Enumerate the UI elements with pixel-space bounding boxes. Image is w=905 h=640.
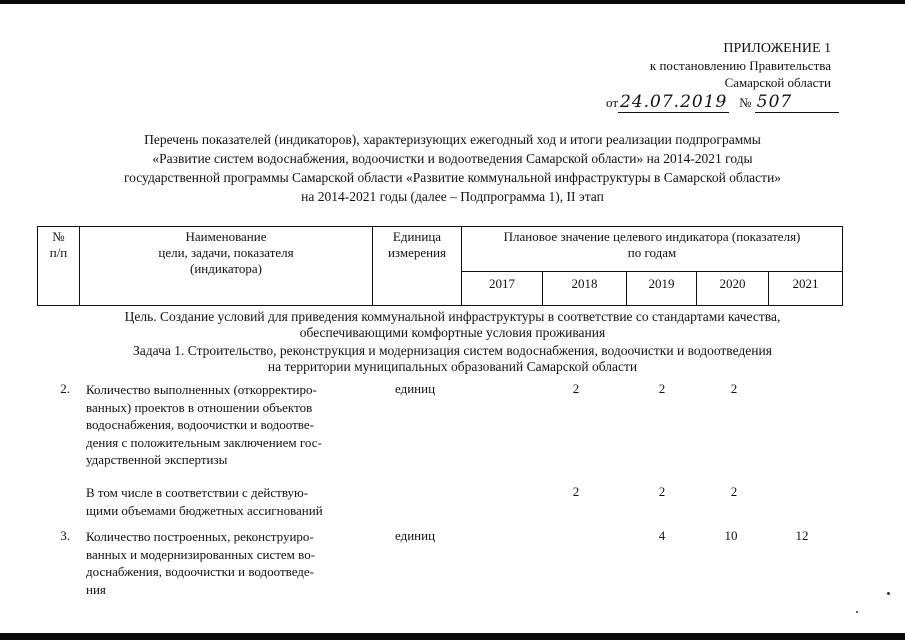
goal-line-1: Цель. Создание условий для приведения коммунальной инфраструктуры в соответствие со стандартами качества, (124, 309, 781, 324)
year-2017-header: 2017 (462, 272, 543, 306)
bottom-border (0, 633, 905, 640)
value-2019: 4 (658, 528, 666, 543)
handwritten-number: 507 (756, 92, 793, 112)
unit-label-2: измерения (387, 245, 447, 260)
col-name-header (80, 227, 373, 306)
heading-line-3: государственной программы Самарской области «Развитие коммунальной инфраструктуры в Самарской области» (123, 170, 782, 185)
row-unit: единиц (395, 528, 436, 543)
task-text (40, 343, 865, 375)
year-2021-header: 2021 (769, 272, 843, 306)
value-2021: 12 (795, 528, 809, 543)
resolution-date-number (606, 92, 839, 113)
row-text-line: В том числе в соответствии с действую- (86, 485, 309, 500)
row-text-line: ния (86, 581, 106, 597)
heading-line-1: Перечень показателей (индикаторов), характеризующих ежегодный ход и итоги реализации подпрограммы (144, 132, 761, 147)
year-2019-header: 2019 (627, 272, 697, 306)
row-number: 3. (60, 528, 70, 543)
row-text-line: дения с положительным заключением гос- (86, 434, 322, 450)
year-2018-header: 2018 (543, 272, 627, 306)
value-2019: 2 (658, 381, 666, 396)
heading-line-2: «Развитие систем водоснабжения, водоочистки и водоотведения Самарской области» на 2014-2021 годы (152, 151, 753, 166)
col-unit-header (373, 227, 462, 306)
row-unit: единиц (395, 381, 436, 396)
row-description (86, 381, 366, 469)
unit-label-1: Единица (392, 229, 442, 244)
task-line-2: на территории муниципальных образований Самарской области (267, 359, 638, 374)
value-2018: 2 (572, 484, 580, 499)
name-label-2: цели, задачи, показателя (158, 245, 294, 260)
date-prefix: от (606, 95, 619, 110)
heading-line-4: на 2014-2021 годы (далее – Подпрограмма 1), II этап (301, 189, 604, 204)
appendix-line-2: Самарской области (724, 75, 831, 90)
value-2018: 2 (572, 381, 580, 396)
year-2020-header: 2020 (697, 272, 769, 306)
value-2020: 10 (724, 528, 738, 543)
col-num-header (38, 227, 80, 306)
appendix-title: ПРИЛОЖЕНИЕ 1 (723, 41, 831, 56)
scan-speck (856, 611, 858, 613)
scan-speck (887, 592, 890, 595)
row-text-line: доснабжения, водоочистки и водоотведе- (86, 564, 315, 579)
row-text-line: Количество выполненных (откорректиро- (86, 382, 317, 397)
appendix-line-1: к постановлению Правительства (649, 58, 831, 73)
row-description (86, 484, 366, 519)
value-2019: 2 (658, 484, 666, 499)
name-label-3: (индикатора) (190, 261, 262, 276)
row-text-line: ванных и модернизированных систем во- (86, 546, 316, 562)
row-text-line: водоснабжения, водоочистки и водоотве- (86, 417, 314, 432)
name-label-1: Наименование (185, 229, 267, 244)
goal-text (40, 309, 865, 341)
col-plan-header (462, 227, 843, 272)
row-number: 2. (60, 381, 70, 396)
appendix-block (591, 40, 831, 91)
handwritten-date: 24.07.2019 (620, 92, 728, 112)
document-heading (40, 130, 865, 206)
num-label: № (52, 229, 65, 244)
number-prefix: № (739, 95, 752, 110)
indicator-table-header (37, 226, 843, 306)
row-description (86, 528, 366, 598)
row-text-line: Количество построенных, реконструиро- (86, 529, 314, 544)
goal-line-2: обеспечивающими комфортные условия проживания (299, 325, 606, 340)
num-sub-label: п/п (49, 245, 68, 260)
value-2020: 2 (730, 381, 738, 396)
value-2020: 2 (730, 484, 738, 499)
row-text-line: ударственной экспертизы (86, 452, 228, 467)
top-border (0, 0, 905, 4)
row-text-line: ванных) проектов в отношении объектов (86, 399, 313, 415)
plan-label-1: Плановое значение целевого индикатора (показателя) (503, 229, 801, 244)
row-text-line: щими объемами бюджетных ассигнований (86, 502, 323, 518)
task-line-1: Задача 1. Строительство, реконструкция и модернизация систем водоснабжения, водоочистки и водоотведения (133, 343, 772, 358)
plan-label-2: по годам (627, 245, 677, 260)
